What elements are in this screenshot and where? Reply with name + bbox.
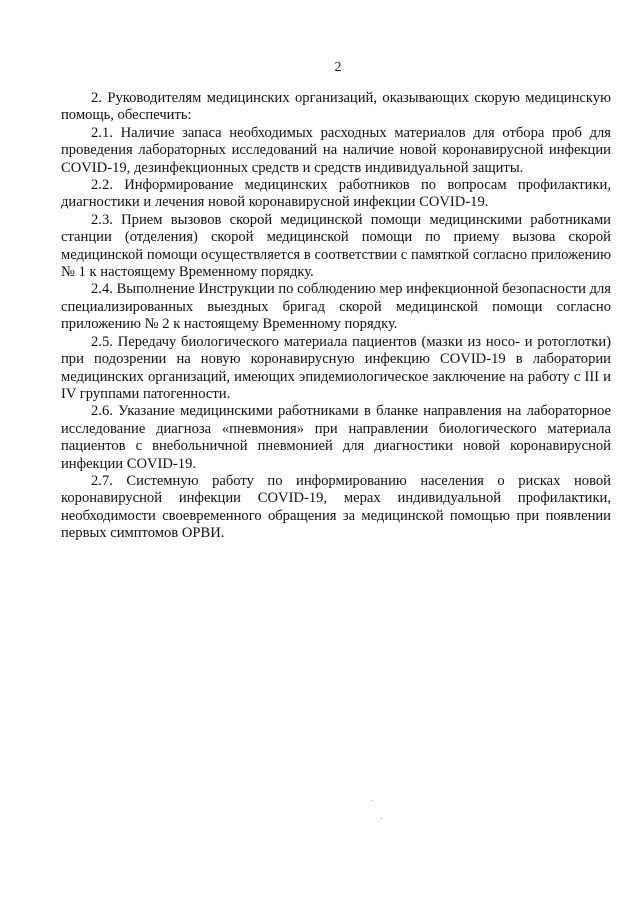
paragraph-2: 2. Руководителям медицинских организаций, оказывающих скорую медицинскую помощь, обеспечить: <box>61 90 611 124</box>
scan-speck <box>372 800 373 801</box>
paragraph-2-7: 2.7. Системную работу по информированию населения о рисках новой коронавирусной инфекции COVID-19, мерах индивидуальной профилактики, необходимости своевременного обращения за медицинской помощью при появлении первых симптомов ОРВИ. <box>61 472 611 542</box>
paragraph-2-1: 2.1. Наличие запаса необходимых расходных материалов для отбора проб для проведения лабораторных исследований на наличие новой коронавирусной инфекции COVID-19, дезинфекционных средств и средств индивидуальной защиты. <box>61 124 611 176</box>
paragraph-2-3: 2.3. Прием вызовов скорой медицинской помощи медицинскими работниками станции (отделения) скорой медицинской помощи по приему вызова скорой медицинской помощи осуществляется в соответствии с памяткой согласно приложению № 1 к настоящему Временному порядку. <box>61 211 611 281</box>
page-number: 2 <box>334 60 342 75</box>
paragraph-2-5: 2.5. Передачу биологического материала пациентов (мазки из носо- и ротоглотки) при подозрении на новую коронавирусную инфекцию COVID-19 в лаборатории медицинских организаций, имеющих эпидемиологическое заключение на работу с III и IV группами патогенности. <box>61 333 611 402</box>
scan-speck <box>381 818 382 819</box>
paragraph-2-4: 2.4. Выполнение Инструкции по соблюдению мер инфекционной безопасности для специализированных выездных бригад скорой медицинской помощи согласно приложению № 2 к настоящему Временному порядку. <box>61 281 611 333</box>
paragraph-2-2: 2.2. Информирование медицинских работников по вопросам профилактики, диагностики и лечения новой коронавирусной инфекции COVID-19. <box>61 177 611 211</box>
document-body <box>61 90 611 543</box>
paragraph-2-6: 2.6. Указание медицинскими работниками в бланке направления на лабораторное исследование диагноза «пневмония» при направлении биологического материала пациентов с внебольничной пневмонией для диагностики новой коронавирусной инфекции COVID-19. <box>61 403 611 472</box>
